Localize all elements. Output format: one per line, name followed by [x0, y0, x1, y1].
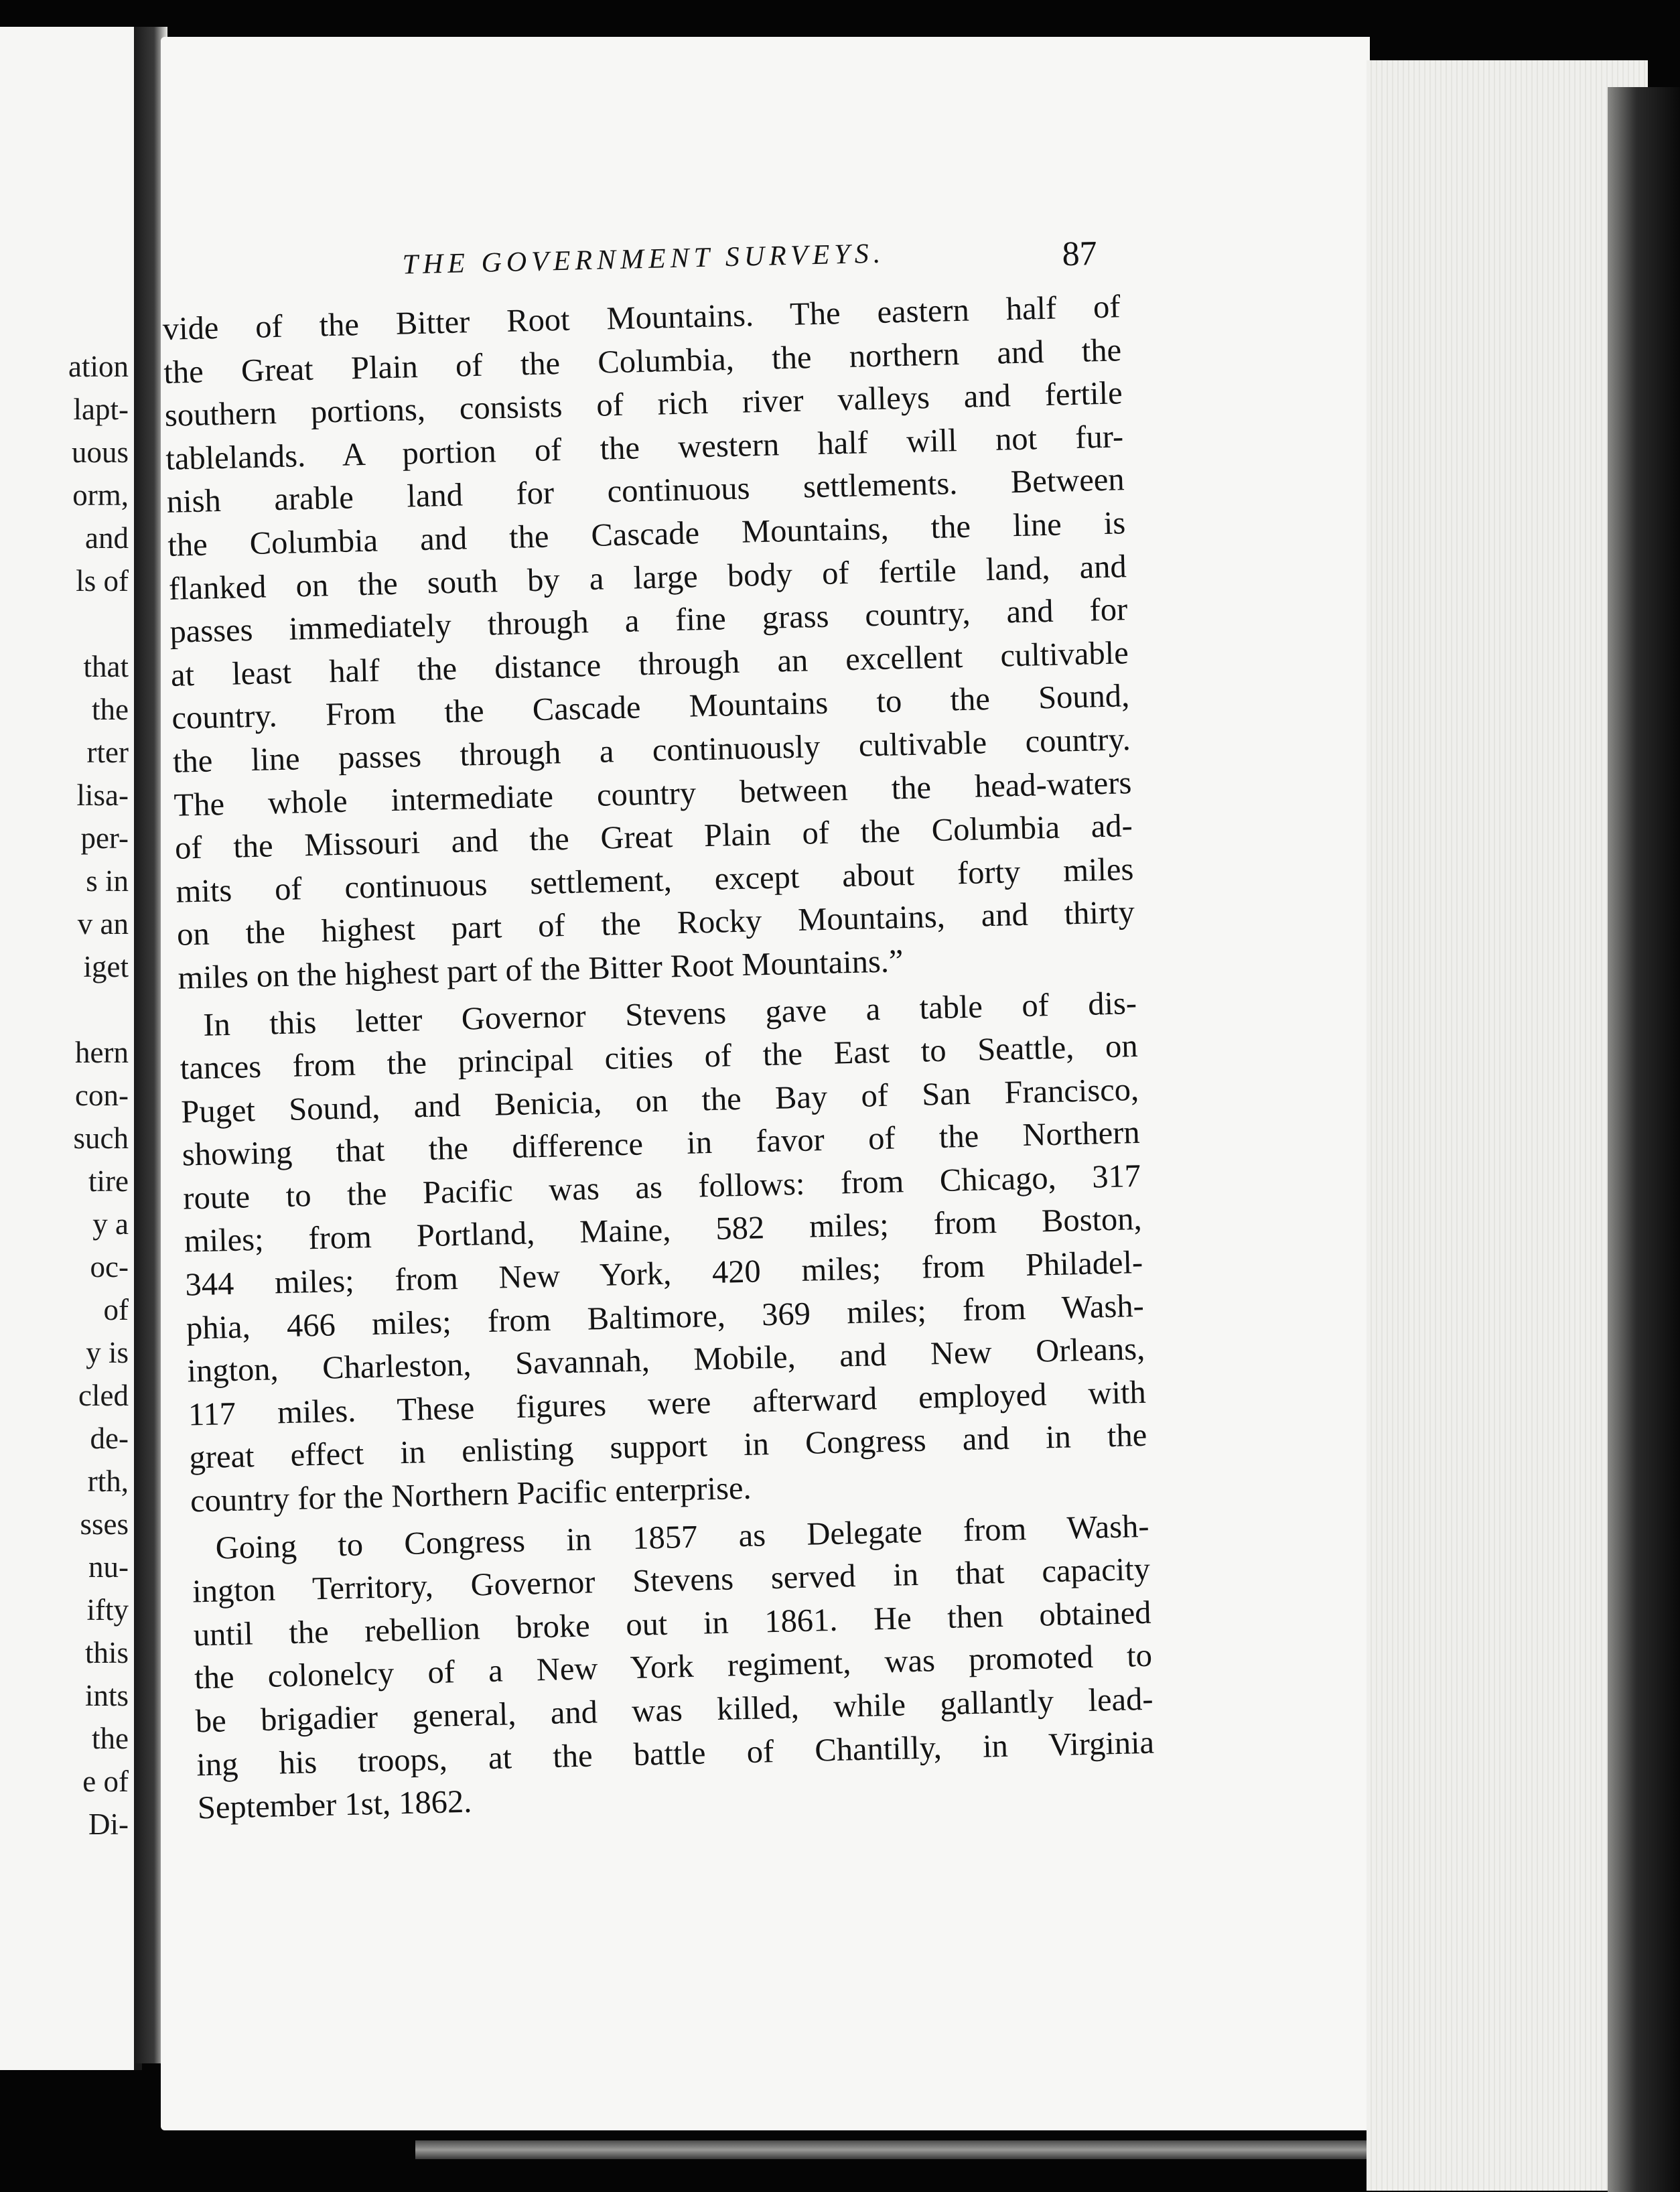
left-page-text-fragments: [1, 345, 129, 1846]
paragraph: [191, 1505, 1156, 1830]
left-page-fragment: hern: [75, 1036, 129, 1069]
body-text: [162, 285, 1156, 1830]
left-page-fragment: y is: [86, 1336, 129, 1369]
page-number: 87: [1061, 234, 1098, 274]
book-bottom-edge: [415, 2140, 1367, 2159]
left-page-fragment: of: [103, 1293, 129, 1326]
text-line: showing that the difference in favor of the Northern: [182, 1115, 1141, 1173]
text-line: Going to Congress in 1857 as Delegate from Wash-: [215, 1508, 1149, 1566]
left-page-fragment: this: [84, 1636, 129, 1669]
text-line: the colonelcy of a New York regiment, was promoted to: [194, 1638, 1153, 1696]
text-line: tablelands. A portion of the western half will not fur-: [165, 419, 1124, 477]
text-line: 344 miles; from New York, 420 miles; from Philadel-: [184, 1244, 1143, 1303]
text-line: nish arable land for continuous settlements. Between: [166, 462, 1125, 521]
left-page-fragment: oc-: [90, 1250, 129, 1284]
left-page-fragment: ation: [68, 350, 129, 383]
text-line: be brigadier general, and was killed, while gallantly lead-: [195, 1681, 1154, 1740]
text-line: The whole intermediate country between the head-waters: [173, 764, 1132, 823]
running-head-title: THE GOVERNMENT SURVEYS.: [402, 238, 886, 281]
text-line: southern portions, consists of rich river valleys and fertile: [164, 375, 1123, 434]
left-page-fragment: [1, 602, 129, 645]
text-line: ing his troops, at the battle of Chantilly, in Virginia: [196, 1724, 1155, 1783]
text-line: ington Territory, Governor Stevens served in that capacity: [192, 1551, 1151, 1610]
left-page-fragment: iget: [83, 950, 129, 983]
left-page-fragment: de-: [90, 1422, 129, 1455]
text-line: phia, 466 miles; from Baltimore, 369 miles; from Wash-: [186, 1288, 1145, 1347]
left-page-fragment: uous: [71, 435, 129, 469]
left-page-fragment: that: [83, 650, 129, 683]
left-page-fragment: ls of: [76, 564, 129, 598]
left-page-fragment: con-: [75, 1079, 129, 1112]
text-line: passes immediately through a fine grass country, and for: [169, 592, 1128, 650]
left-page-fragment: lisa-: [76, 778, 129, 812]
left-page-fragment: cled: [78, 1379, 129, 1412]
left-page-fragment: and: [85, 521, 129, 555]
text-line: September 1st, 1862.: [197, 1783, 472, 1826]
left-page-fragment: nu-: [88, 1550, 129, 1584]
text-line: of the Missouri and the Great Plain of the Columbia ad-: [174, 808, 1133, 866]
text-line: mits of continuous settlement, except about forty miles: [176, 851, 1134, 910]
left-page-fragment: tire: [88, 1164, 129, 1198]
left-page-fragment: v an: [77, 907, 129, 941]
left-page-fragment: e of: [82, 1765, 129, 1798]
text-line: country for the Northern Pacific enterprise.: [190, 1470, 752, 1519]
left-page-fragment: orm,: [72, 478, 129, 512]
left-page-fragment: ifty: [86, 1593, 129, 1627]
left-page-fragment: Di-: [88, 1807, 129, 1841]
text-line: until the rebellion broke out in 1861. He then obtained: [193, 1594, 1152, 1653]
text-line: route to the Pacific was as follows: from Chicago, 317: [182, 1158, 1141, 1217]
left-page-fragment: sses: [80, 1507, 129, 1541]
text-line: flanked on the south by a large body of fertile land, and: [168, 548, 1127, 607]
text-line: tances from the principal cities of the East to Seattle, on: [180, 1028, 1139, 1087]
text-line: In this letter Governor Stevens gave a table of dis-: [202, 985, 1137, 1043]
paragraph: [179, 981, 1149, 1523]
book-edge-shadow: [1608, 87, 1680, 2192]
left-page-fragment: per-: [80, 821, 129, 855]
left-page-fragment: the: [92, 1722, 129, 1755]
left-page-fragment: such: [73, 1121, 129, 1155]
left-page-fragment: lapt-: [73, 393, 129, 426]
left-page-fragment: rter: [86, 736, 129, 769]
text-line: 117 miles. These figures were afterward employed with: [188, 1374, 1147, 1433]
text-line: country. From the Cascade Mountains to the Sound,: [171, 678, 1130, 737]
page-edges: [1367, 60, 1648, 2191]
left-facing-page: [0, 27, 142, 2070]
text-line: great effect in enlisting support in Congress and in the: [188, 1418, 1147, 1476]
left-page-fragment: [1, 988, 129, 1031]
page-text-block: [161, 225, 1156, 1830]
left-page-fragment: rth,: [87, 1464, 129, 1498]
text-line: Puget Sound, and Benicia, on the Bay of San Francisco,: [180, 1071, 1139, 1130]
text-line: on the highest part of the Rocky Mountains, and thirty: [176, 894, 1135, 953]
text-line: miles; from Portland, Maine, 582 miles; from Boston,: [184, 1201, 1143, 1260]
text-line: miles on the highest part of the Bitter Root Mountains.”: [178, 943, 904, 996]
left-page-fragment: y a: [92, 1207, 129, 1241]
text-line: ington, Charleston, Savannah, Mobile, and New Orleans,: [186, 1331, 1145, 1389]
left-page-fragment: s in: [86, 864, 129, 898]
left-page-fragment: ints: [84, 1679, 129, 1712]
text-line: the Columbia and the Cascade Mountains, the line is: [167, 505, 1126, 563]
text-line: the line passes through a continuously cultivable country.: [172, 722, 1131, 780]
text-line: the Great Plain of the Columbia, the northern and the: [163, 332, 1122, 391]
text-line: at least half the distance through an excellent cultivable: [170, 634, 1129, 693]
left-page-fragment: the: [92, 693, 129, 726]
paragraph: [162, 285, 1136, 1000]
text-line: vide of the Bitter Root Mountains. The eastern half of: [162, 289, 1121, 347]
